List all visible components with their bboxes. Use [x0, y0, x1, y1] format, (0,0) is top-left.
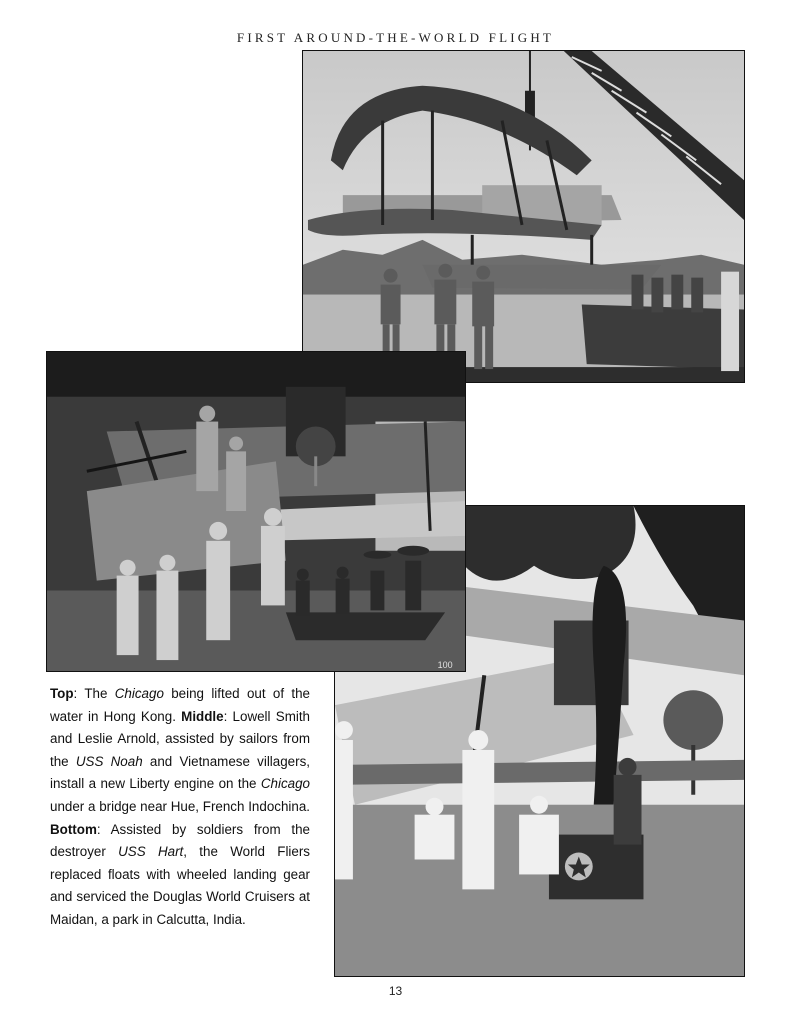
photo-top-chicago-crane-lift — [302, 50, 745, 383]
photo-middle-image — [47, 352, 465, 671]
caption-middle-plane: Chicago — [260, 776, 310, 792]
caption-top-post: being lifted out of the water in Hong Kong. — [50, 686, 310, 724]
caption-bottom-post: , the World Fliers replaced floats with wheeled landing gear and serviced the Douglas World Cruisers at Maidan, a park in Calcutta, India. — [50, 844, 310, 927]
running-header: FIRST AROUND-THE-WORLD FLIGHT — [236, 30, 555, 45]
page-number: 13 — [388, 984, 403, 998]
photo-caption — [50, 683, 310, 932]
caption-top-label: Top — [50, 686, 74, 701]
caption-bottom-ship: USS Hart — [118, 844, 184, 860]
caption-middle-ship: USS Noah — [75, 753, 143, 769]
photo-middle-engine-installation — [46, 351, 466, 672]
photo-corner-mark: 100 — [437, 660, 453, 671]
caption-top-plane: Chicago — [114, 686, 164, 701]
photo-top-image — [303, 51, 744, 382]
caption-middle-pre: : Lowell Smith and Leslie Arnold, assisted by sailors from the — [50, 708, 310, 769]
caption-middle-post: under a bridge near Hue, French Indochina. — [50, 798, 310, 814]
caption-bottom-pre: : Assisted by soldiers from the destroyer — [50, 821, 310, 860]
caption-top-pre: : The — [73, 686, 115, 701]
caption-middle-mid: and Vietnamese villagers, install a new Liberty engine on the — [50, 753, 310, 792]
caption-bottom-label: Bottom — [50, 821, 97, 837]
caption-middle-label: Middle — [181, 708, 224, 724]
